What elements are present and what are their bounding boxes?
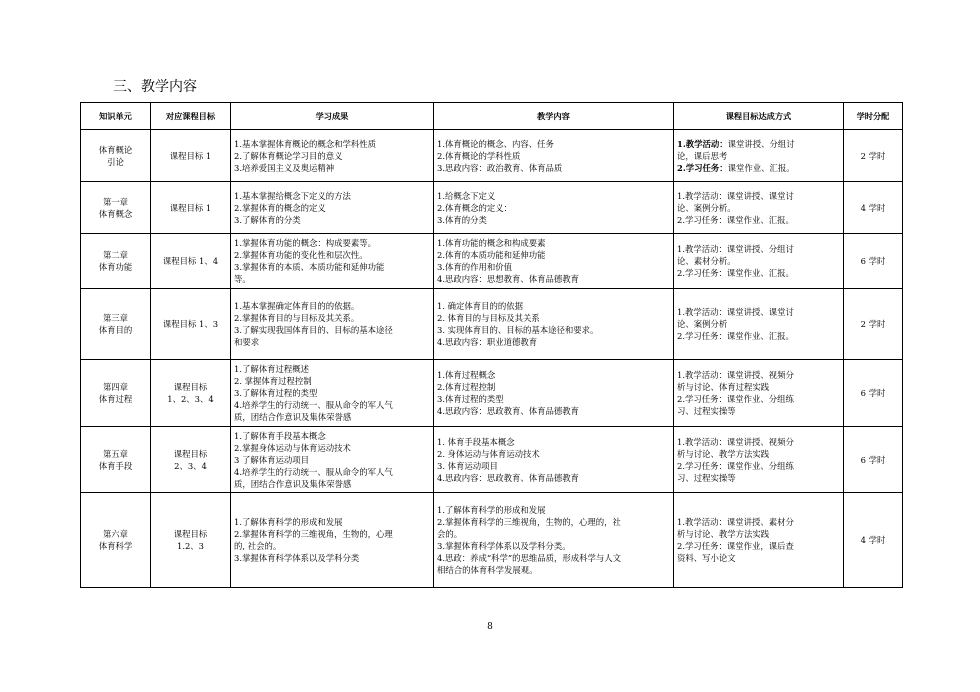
cell-outcomes-line: 3.培养爱国主义及奥运精神 <box>234 162 335 173</box>
cell-outcomes-line: 质，团结合作意识及集体荣誉感 <box>234 412 352 422</box>
table-body <box>81 130 903 588</box>
cell-goal-line: 课程目标 1 <box>169 202 212 213</box>
section-title: 三、教学内容 <box>113 79 197 95</box>
methods-text: 论、案例分析。 <box>677 202 736 213</box>
methods-text: 论、案例分析 <box>677 319 728 329</box>
cell-outcomes-line: 和要求 <box>234 337 260 347</box>
cell-methods-line <box>677 540 840 552</box>
table-header-row <box>81 103 903 130</box>
cell-content <box>434 360 674 427</box>
cell-methods <box>674 182 844 234</box>
cell-content-line: 会的。 <box>437 529 463 539</box>
methods-text: 2.学习任务：课堂作业、分组练 <box>677 394 794 404</box>
cell-content-line: 2. 身体运动与体育运动技术 <box>437 448 540 459</box>
cell-outcomes <box>231 130 434 182</box>
cell-unit <box>81 360 151 427</box>
cell-unit <box>81 427 151 493</box>
methods-text: 论、素材分析。 <box>677 256 736 266</box>
cell-outcomes-line: 3.掌握体育科学体系以及学科分类 <box>234 553 360 563</box>
header-hours: 学时分配 <box>844 103 903 130</box>
cell-methods-line <box>677 448 840 460</box>
methods-text: 1.教学活动：课堂讲授、课堂讨 <box>677 190 794 201</box>
cell-content-line: 2.掌握体育科学的三维视角，生物的，心理的，社 <box>437 517 621 527</box>
methods-text: 2.学习任务：课堂作业、分组练 <box>677 460 794 471</box>
cell-outcomes <box>231 234 434 289</box>
cell-outcomes-line: 质，团结合作意识及集体荣誉感 <box>234 478 352 489</box>
cell-hours: 4 学时 <box>844 493 903 588</box>
methods-text: 课堂作业、汇报。 <box>727 162 795 173</box>
methods-text: 2.学习任务：课堂作业，课后查 <box>677 541 794 551</box>
cell-methods-line <box>677 202 840 214</box>
cell-content-line: 3.体育的作用和价值 <box>437 262 512 272</box>
header-content: 教学内容 <box>434 103 674 130</box>
cell-outcomes-line: 1.了解体育手段基本概念 <box>234 430 326 441</box>
cell-content-line: 3.掌握体育科学体系以及学科分类。 <box>437 541 571 551</box>
cell-unit <box>81 130 151 182</box>
cell-unit <box>81 493 151 588</box>
cell-methods <box>674 130 844 182</box>
cell-unit <box>81 289 151 360</box>
methods-text: 习、过程实操等 <box>677 472 736 483</box>
cell-outcomes <box>231 493 434 588</box>
cell-content <box>434 427 674 493</box>
cell-unit-line: 体育功能 <box>98 262 133 272</box>
cell-outcomes <box>231 289 434 360</box>
cell-content-line: 4.思政内容：思政教育、体育品德教育 <box>437 472 579 483</box>
cell-methods-line <box>677 472 840 484</box>
cell-content-line: 1.体育过程概念 <box>437 370 496 380</box>
cell-content-line: 2.体育概论的学科性质 <box>437 150 521 161</box>
cell-outcomes-line: 1.掌握体育功能的概念：构成要素等。 <box>234 238 376 248</box>
cell-methods <box>674 427 844 493</box>
cell-unit <box>81 234 151 289</box>
header-outcomes: 学习成果 <box>231 103 434 130</box>
methods-text: 1.教学活动：课堂讲授、分组讨 <box>677 244 794 254</box>
methods-text: 资料、写小论文 <box>677 553 736 563</box>
cell-outcomes-line: 1.基本掌握确定体育目的的依据。 <box>234 301 360 311</box>
cell-unit-line: 第六章 <box>102 529 129 539</box>
cell-outcomes-line: 1.基本掌握给概念下定义的方法 <box>234 190 351 201</box>
cell-outcomes-line: 4.培养学生的行动统一、服从命令的军人气 <box>234 400 393 410</box>
cell-outcomes-line: 2.了解体育概论学习目的意义 <box>234 150 343 161</box>
cell-goal-line: 1.2、3 <box>176 541 205 551</box>
methods-text: 析与讨论、教学方法实践 <box>677 529 770 539</box>
cell-methods-line <box>677 214 840 226</box>
cell-methods-line <box>677 255 840 267</box>
cell-methods-line <box>677 405 840 417</box>
cell-outcomes-line: 4.培养学生的行动统一、服从命令的军人气 <box>234 466 393 477</box>
cell-content-line: 4.思政内容：思想教育、体育品德教育 <box>437 274 579 284</box>
cell-methods-line <box>677 369 840 381</box>
cell-content-line: 1. 确定体育目的的依据 <box>437 301 524 311</box>
cell-goal <box>151 360 231 427</box>
cell-methods-line <box>677 150 840 162</box>
header-unit: 知识单元 <box>81 103 151 130</box>
cell-unit-line: 第五章 <box>102 448 129 459</box>
cell-outcomes-line: 等。 <box>234 274 251 284</box>
methods-text: 1.教学活动：课堂讲授、视频分 <box>677 436 794 447</box>
cell-unit-line: 引论 <box>107 156 124 167</box>
table-row <box>81 289 903 360</box>
cell-methods <box>674 234 844 289</box>
cell-content-line: 1.给概念下定义 <box>437 190 496 201</box>
cell-goal <box>151 130 231 182</box>
methods-text: 论，课后思考 <box>677 150 728 161</box>
cell-methods-line <box>677 243 840 255</box>
cell-outcomes-line: 3.了解实现我国体育目的、目标的基本途径 <box>234 325 393 335</box>
cell-content-line: 2. 体育目的与目标及其关系 <box>437 313 540 323</box>
cell-methods-line <box>677 393 840 405</box>
cell-unit-line: 第二章 <box>102 250 129 260</box>
cell-goal-line: 课程目标 <box>173 529 208 539</box>
cell-content-line: 3. 体育运动项目 <box>437 460 498 471</box>
methods-text: 1.教学活动：课堂讲授、素材分 <box>677 517 794 527</box>
cell-hours: 6 学时 <box>844 360 903 427</box>
cell-goal <box>151 182 231 234</box>
cell-goal <box>151 234 231 289</box>
cell-content-line: 3.体育过程的类型 <box>437 394 504 404</box>
cell-outcomes <box>231 360 434 427</box>
cell-content-line: 4.思政内容：职业道德教育 <box>437 337 538 347</box>
cell-outcomes-line: 1.了解体育科学的形成和发展 <box>234 517 343 527</box>
cell-outcomes-line: 3 了解体育运动项目 <box>234 454 309 465</box>
cell-methods-line <box>677 436 840 448</box>
teaching-content-table <box>80 102 903 588</box>
cell-content-line: 1. 体育手段基本概念 <box>437 436 515 447</box>
methods-text: 2.学习任务：课堂作业、汇报。 <box>677 268 794 278</box>
cell-methods <box>674 289 844 360</box>
methods-text: 2.学习任务：课堂作业、汇报。 <box>677 214 794 225</box>
cell-methods <box>674 360 844 427</box>
cell-unit-line: 第四章 <box>102 382 129 392</box>
cell-unit-line: 体育目的 <box>98 325 133 335</box>
table-row <box>81 493 903 588</box>
cell-outcomes-line: 2.掌握体育目的与目标及其关系。 <box>234 313 360 323</box>
cell-hours: 2 学时 <box>844 289 903 360</box>
methods-bold-label: 1.教学活动： <box>677 138 728 149</box>
cell-methods-line <box>677 318 840 330</box>
cell-goal-line: 课程目标 <box>173 382 208 392</box>
cell-hours: 6 学时 <box>844 427 903 493</box>
table-row <box>81 427 903 493</box>
methods-text: 1.教学活动：课堂讲授、视频分 <box>677 370 794 380</box>
cell-goal <box>151 493 231 588</box>
cell-goal <box>151 289 231 360</box>
table-row <box>81 182 903 234</box>
cell-content-line: 2.体育过程控制 <box>437 382 496 392</box>
cell-goal-line: 课程目标 1、4 <box>162 256 219 266</box>
cell-outcomes-line: 2.掌握体育的概念的定义 <box>234 202 326 213</box>
cell-outcomes-line: 2.掌握体育科学的三维视角，生物的，心理 <box>234 529 393 539</box>
cell-outcomes-line: 2.掌握体育功能的变化性和层次性。 <box>234 250 368 260</box>
methods-text: 析与讨论、体育过程实践 <box>677 382 770 392</box>
cell-outcomes-line: 2. 掌握体育过程控制 <box>234 376 312 386</box>
cell-unit <box>81 182 151 234</box>
header-methods: 课程目标达成方式 <box>674 103 844 130</box>
table-row <box>81 360 903 427</box>
cell-unit-line: 体育概论 <box>98 144 133 155</box>
cell-content-line: 1.体育功能的概念和构成要素 <box>437 238 546 248</box>
cell-outcomes-line: 3.了解体育过程的类型 <box>234 388 318 398</box>
cell-methods-line <box>677 528 840 540</box>
cell-methods-line <box>677 460 840 472</box>
cell-methods-line <box>677 190 840 202</box>
cell-content-line: 相结合的体育科学发展观。 <box>437 565 538 575</box>
page-number: 8 <box>487 622 493 632</box>
methods-text: 2.学习任务：课堂作业、汇报。 <box>677 331 794 341</box>
cell-goal-line: 1、2、3、4 <box>167 394 214 404</box>
cell-unit-line: 体育科学 <box>98 541 133 551</box>
header-goal: 对应课程目标 <box>151 103 231 130</box>
cell-unit-line: 体育手段 <box>98 460 133 471</box>
cell-outcomes-line: 3.了解体育的分类 <box>234 214 301 225</box>
methods-text: 课堂讲授、分组讨 <box>727 138 795 149</box>
cell-content-line: 4.思政：养成“科学”的思维品质，形成科学与人文 <box>437 553 622 563</box>
cell-methods-line <box>677 516 840 528</box>
methods-text: 析与讨论、教学方法实践 <box>677 448 770 459</box>
cell-hours: 6 学时 <box>844 234 903 289</box>
cell-content-line: 4.思政内容：思政教育、体育品德教育 <box>437 406 579 416</box>
cell-outcomes-line: 1.了解体育过程概述 <box>234 364 309 374</box>
cell-outcomes-line: 3.掌握体育的本质、本质功能和延伸功能 <box>234 262 385 272</box>
cell-goal-line: 课程目标 <box>173 448 208 459</box>
cell-methods <box>674 493 844 588</box>
cell-content-line: 1.体育概论的概念、内容、任务 <box>437 138 554 149</box>
cell-methods-line <box>677 552 840 564</box>
cell-outcomes-line: 2.掌握身体运动与体育运动技术 <box>234 442 351 453</box>
cell-methods-line <box>677 306 840 318</box>
cell-content-line: 3.体育的分类 <box>437 214 487 225</box>
cell-outcomes <box>231 427 434 493</box>
cell-goal-line: 2、3、4 <box>174 460 207 471</box>
cell-content-line: 2.体育的本质功能和延伸功能 <box>437 250 546 260</box>
cell-content-line: 3.思政内容：政治教育、体育品质 <box>437 162 563 173</box>
cell-methods-line <box>677 138 840 150</box>
cell-content <box>434 182 674 234</box>
cell-methods-line <box>677 381 840 393</box>
cell-goal-line: 课程目标 1 <box>169 150 212 161</box>
cell-unit-line: 体育过程 <box>98 394 133 404</box>
cell-methods-line <box>677 162 840 174</box>
cell-content <box>434 234 674 289</box>
cell-content-line: 2.体育概念的定义： <box>437 202 512 213</box>
methods-text: 1.教学活动：课堂讲授、课堂讨 <box>677 307 794 317</box>
cell-content <box>434 289 674 360</box>
table-row <box>81 130 903 182</box>
cell-hours: 4 学时 <box>844 182 903 234</box>
cell-content-line: 1.了解体育科学的形成和发展 <box>437 505 546 515</box>
cell-outcomes <box>231 182 434 234</box>
cell-content <box>434 493 674 588</box>
cell-outcomes-line: 的, 社会的。 <box>234 541 282 551</box>
cell-goal-line: 课程目标 1、3 <box>162 319 219 329</box>
cell-methods-line <box>677 330 840 342</box>
cell-methods-line <box>677 267 840 279</box>
cell-unit-line: 体育概念 <box>98 208 133 219</box>
cell-content <box>434 130 674 182</box>
cell-goal <box>151 427 231 493</box>
table-row <box>81 234 903 289</box>
cell-unit-line: 第三章 <box>102 313 129 323</box>
cell-hours: 2 学时 <box>844 130 903 182</box>
methods-text: 习、过程实操等 <box>677 406 736 416</box>
cell-outcomes-line: 1.基本掌握体育概论的概念和学科性质 <box>234 138 376 149</box>
cell-content-line: 3. 实现体育目的、目标的基本途径和要求。 <box>437 325 599 335</box>
cell-unit-line: 第一章 <box>102 196 129 207</box>
methods-bold-label: 2.学习任务： <box>677 162 728 173</box>
